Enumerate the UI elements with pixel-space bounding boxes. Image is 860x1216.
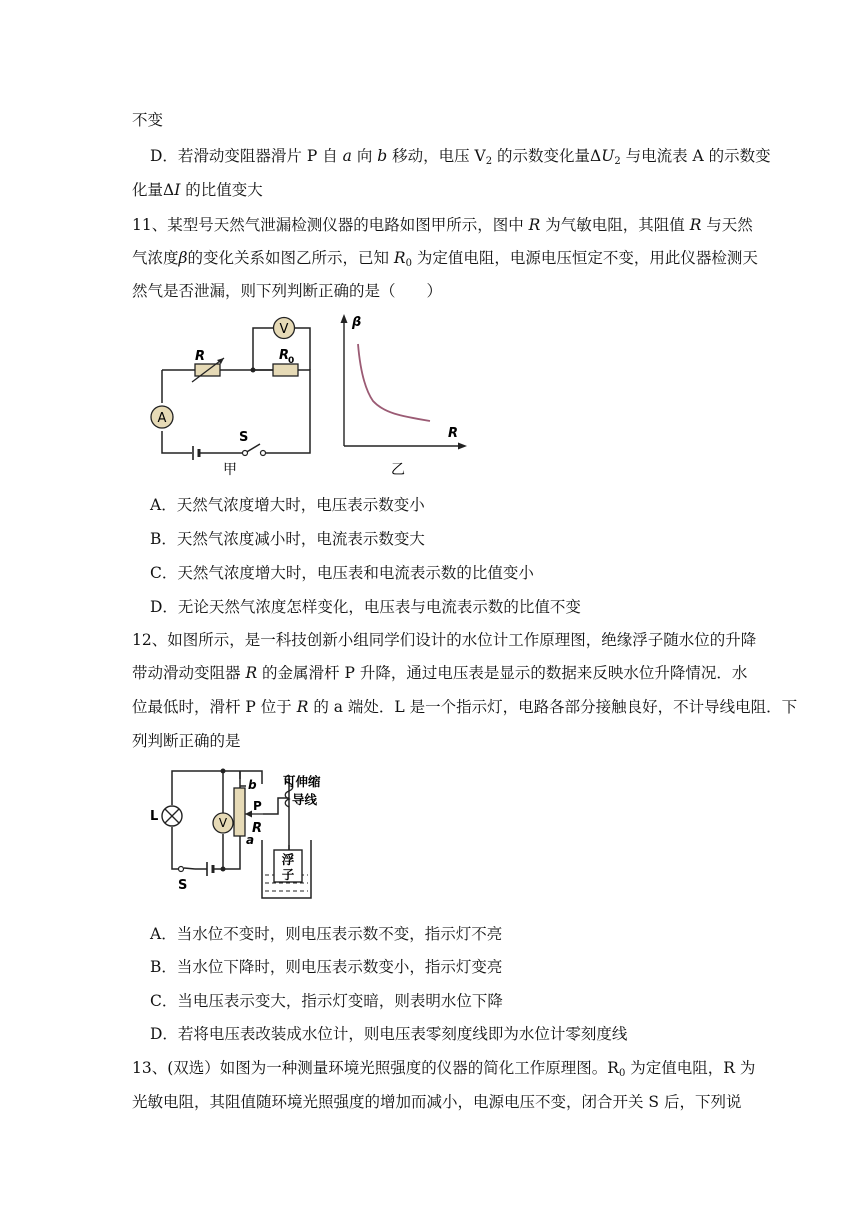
q11-option-a: A．天然气浓度增大时，电压表示数变小 xyxy=(150,496,425,514)
q11-option-d: D．无论天然气浓度怎样变化，电压表与电流表示数的比值不变 xyxy=(150,598,581,616)
q10-option-d: D．若滑动变阻器滑片 P 自 a 向 b 移动，电压 $V_2$ 的示数变化量$\Delta U_2$ 与电流表 A 的示数变 xyxy=(150,147,771,167)
voltmeter-label: V xyxy=(279,322,289,337)
resistor-r-label: R xyxy=(195,349,206,364)
q13-stem-line2: 光敏电阻，其阻值随环境光照强度的增加而减小，电源电压不变，闭合开关 S 后，下列说 xyxy=(132,1093,742,1111)
slider-p-label: P xyxy=(253,799,262,813)
q11-stem-line3: 然气是否泄漏，则下列判断正确的是（ ） xyxy=(132,282,443,300)
flexible-wire-label-1: 可伸缩 xyxy=(283,774,321,789)
resistor-r0-label: R xyxy=(279,348,290,363)
q10-continuation: 不变 xyxy=(132,111,164,129)
q11-stem-line1: 11、某型号天然气泄漏检测仪器的电路如图甲所示，图中 R 为气敏电阻，其阻值 R 与天然 xyxy=(132,216,753,234)
ammeter-label: A xyxy=(157,411,167,426)
q11-option-c: C．天然气浓度增大时，电压表和电流表示数的比值变小 xyxy=(150,564,534,582)
q12-option-c: C．当电压表示变大，指示灯变暗，则表明水位下降 xyxy=(150,992,503,1010)
figure-jia-caption: 甲 xyxy=(223,462,237,478)
q12-option-d: D．若将电压表改装成水位计，则电压表零刻度线即为水位计零刻度线 xyxy=(150,1025,628,1043)
q12-stem-line2: 带动滑动变阻器 R 的金属滑杆 P 升降，通过电压表是显示的数据来反映水位升降情况．水 xyxy=(132,664,748,682)
q11-stem-line2: 气浓度β的变化关系如图乙所示，已知 $R_0$ 为定值电阻，电源电压恒定不变，用此仪器检测天 xyxy=(132,249,758,269)
q10-option-d-line2: 化量ΔI 的比值变大 xyxy=(132,181,263,199)
beta-curve xyxy=(358,344,430,421)
float-label-1: 浮 xyxy=(281,852,295,867)
q12-stem-line3: 位最低时，滑杆 P 位于 R 的 a 端处．L 是一个指示灯，电路各部分接触良好，不计导线电阻．下 xyxy=(132,698,798,716)
q11-option-b: B．天然气浓度减小时，电流表示数变大 xyxy=(150,530,425,548)
q12-stem-line1: 12、如图所示，是一科技创新小组同学们设计的水位计工作原理图，绝缘浮子随水位的升降 xyxy=(132,631,757,649)
slide-rheostat xyxy=(234,788,245,836)
q11-circuit-figure xyxy=(140,308,320,480)
switch-contact xyxy=(243,451,248,456)
end-a-label: a xyxy=(246,833,255,847)
y-axis-label: β xyxy=(352,315,362,330)
resistor-r0-subscript: 0 xyxy=(288,356,295,366)
figure-yi-caption: 乙 xyxy=(391,462,405,478)
lamp-label: L xyxy=(150,809,159,824)
q12-water-level-figure xyxy=(144,762,344,902)
switch-contact xyxy=(179,867,184,872)
switch-label: S xyxy=(239,430,249,445)
x-axis-label: R xyxy=(448,426,459,441)
junction-dot xyxy=(251,368,256,373)
switch-label: S xyxy=(178,878,188,893)
float-label-2: 子 xyxy=(281,867,295,882)
voltmeter-label: V xyxy=(218,816,228,830)
end-b-label: b xyxy=(248,778,257,792)
q13-stem-line1: 13、(双选）如图为一种测量环境光照强度的仪器的简化工作原理图。$R_0$ 为定值电阻，R 为 xyxy=(132,1059,756,1079)
q12-option-a: A．当水位不变时，则电压表示数不变，指示灯不亮 xyxy=(150,925,503,943)
q11-graph-figure xyxy=(326,308,472,480)
q12-stem-line4: 列判断正确的是 xyxy=(132,732,241,750)
rheostat-r-label: R xyxy=(252,821,263,836)
q12-option-b: B．当水位下降时，则电压表示数变小，指示灯变亮 xyxy=(150,958,503,976)
flexible-wire-label-2: 导线 xyxy=(292,792,318,807)
